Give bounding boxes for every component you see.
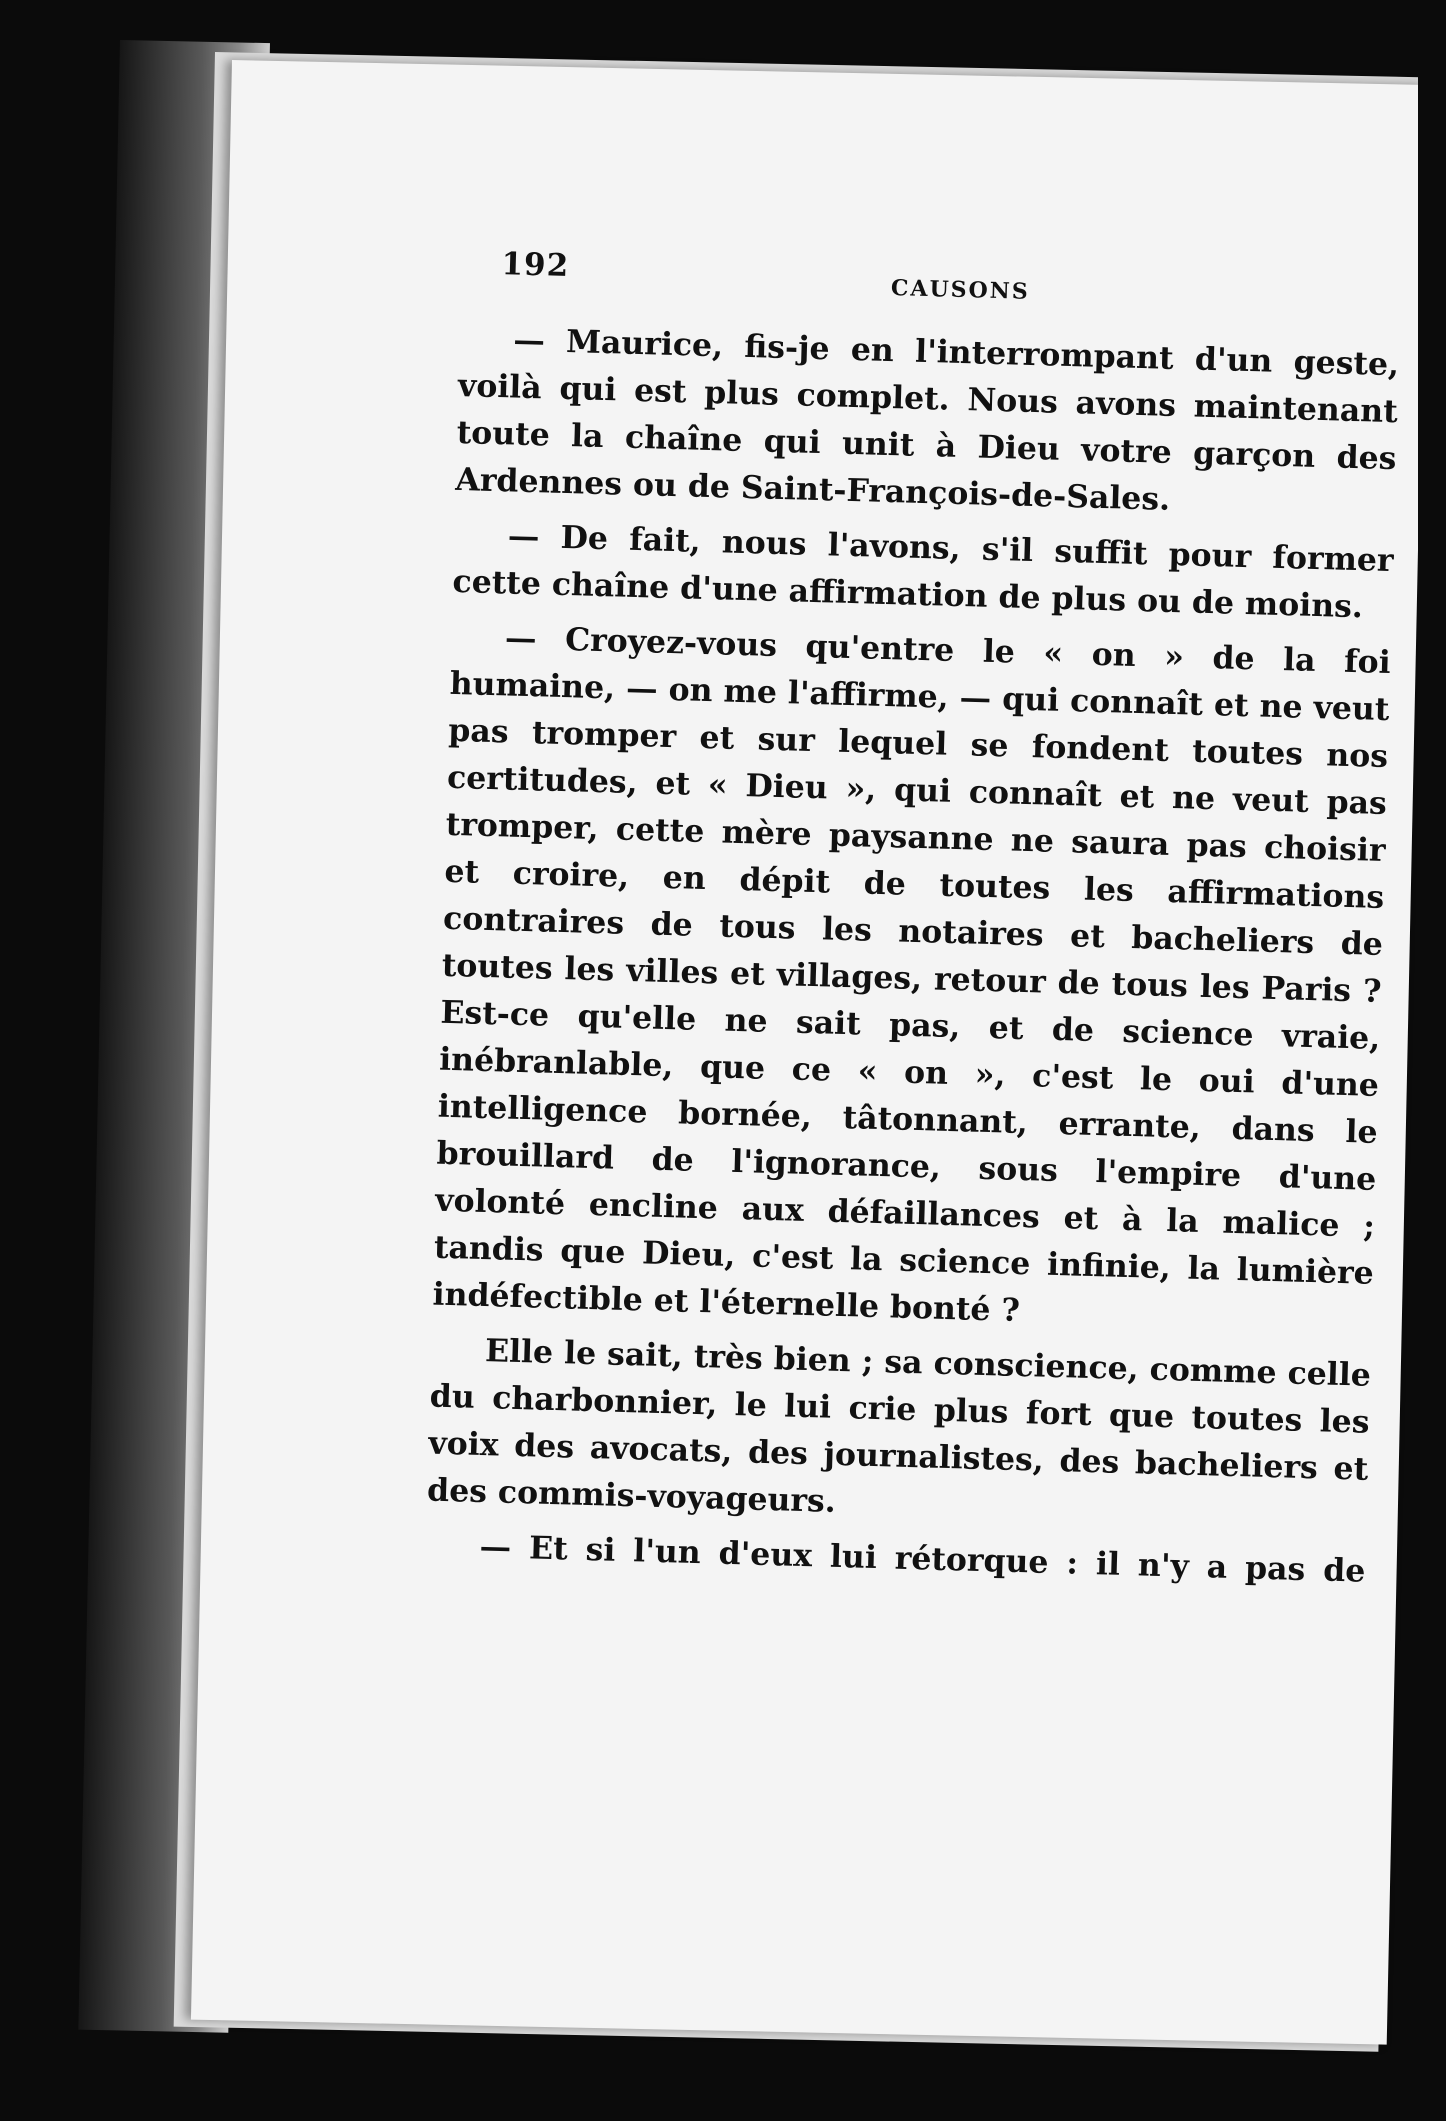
paragraph: — Et si l'un d'eux lui rétorque : il n'y a pas de: [479, 1528, 1366, 1590]
scan-border: [1418, 0, 1446, 2121]
paragraph: — De fait, nous l'avons, s'il suffit pour former cette chaîne d'une affirmation de plus ou de moins.: [452, 517, 1395, 626]
body-text: [425, 315, 1400, 1595]
paragraph: — Maurice, fis-je en l'interrompant d'un geste, voilà qui est plus complet. Nous avons maintenant toute la chaîne qui unit à Dieu votre garçon des Ardennes ou de Saint-François-de-Sales.: [454, 321, 1400, 518]
paragraph: Elle le sait, très bien ; sa conscience, comme celle du charbonnier, le lui crie plus fort que toutes les voix des avocats, des journalistes, des bacheliers et des commis-voyageurs.: [426, 1332, 1372, 1520]
paragraph: — Croyez-vous qu'entre le « on » de la foi humaine, — on me l'affirme, — qui connaît et ne veut pas tromper et sur lequel se fondent toutes nos certitudes, et « Dieu », qui connaît et ne veut pas tromper, cette mère paysanne ne saura pas choisir et croire, en dépit de toutes les affirmations contraires de tous les notaires et bacheliers de toutes les villes et villages, retour de tous les Paris ? Est-ce qu'elle ne sait pas, et de science vraie, inébranlable, que ce « on », c'est le oui d'une intelligence bornée, tâtonnant, errante, dans le brouillard de l'ignorance, sous l'empire d'une volonté encline aux défaillances et à la malice ; tandis que Dieu, c'est la science infinie, la lumière indéfectible et l'éternelle bonté ?: [432, 619, 1392, 1329]
page-content: [425, 245, 1402, 1603]
running-title: CAUSONS: [890, 274, 1031, 305]
page-number: 192: [500, 246, 570, 284]
